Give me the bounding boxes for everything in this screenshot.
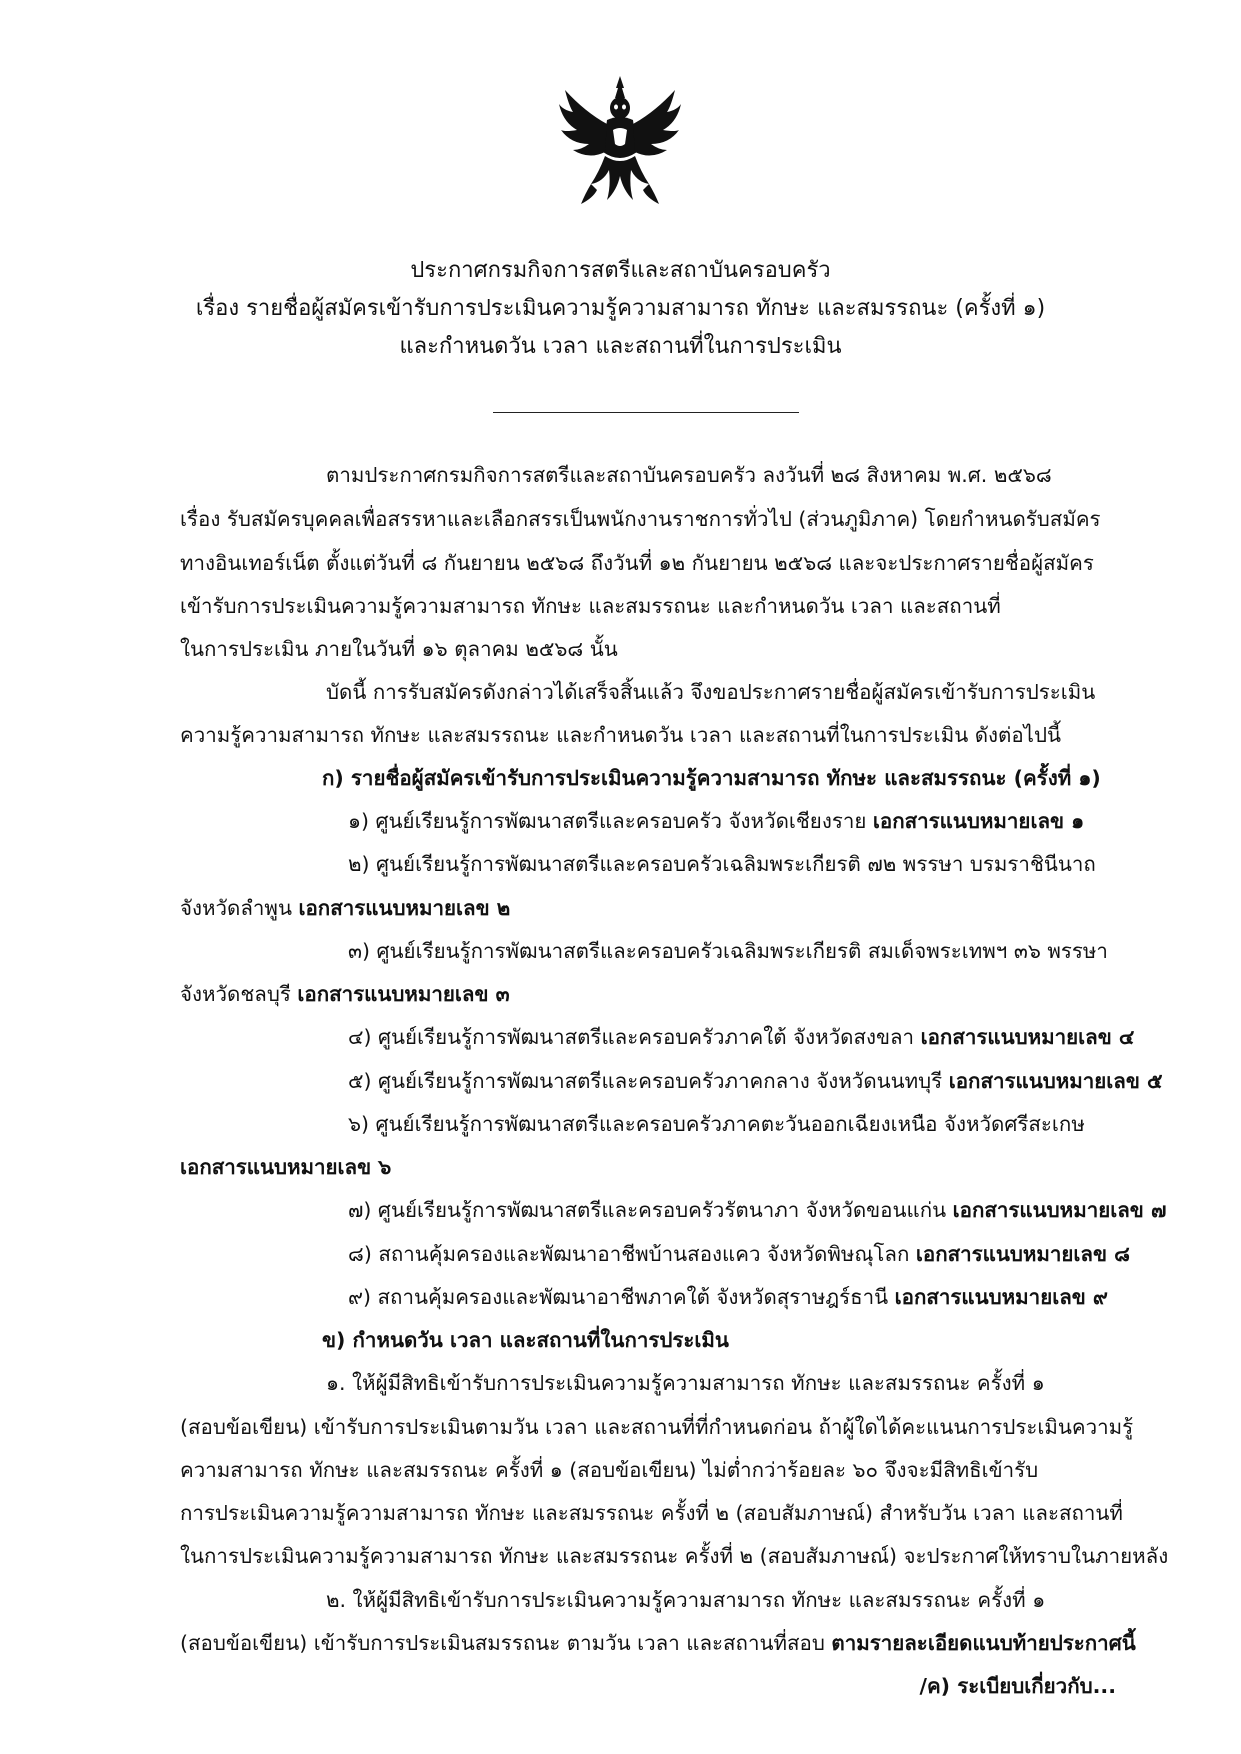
item-8-text: ๘) สถานคุ้มครองและพัฒนาอาชีพบ้านสองแคว จังหวัดพิษณุโลก — [348, 1242, 916, 1266]
list-item — [348, 1022, 1134, 1052]
item-3-province: จังหวัดชลบุรี — [180, 982, 298, 1006]
list-item — [180, 893, 510, 923]
item-1-attachment: เอกสารแนบหมายเลข ๑ — [872, 809, 1085, 833]
section-b-heading: ข) กำหนดวัน เวลา และสถานที่ในการประเมิน — [322, 1328, 729, 1352]
paragraph-1-line-4: เข้ารับการประเมินความรู้ความสามารถ ทักษะ และสมรรถนะ และกำหนดวัน เวลา และสถานที่ — [180, 594, 1001, 618]
section-b-2-attachment-note: ตามรายละเอียดแนบท้ายประกาศนี้ — [831, 1631, 1136, 1655]
item-3-attachment: เอกสารแนบหมายเลข ๓ — [297, 982, 510, 1006]
item-2-attachment: เอกสารแนบหมายเลข ๒ — [298, 896, 511, 920]
list-item — [348, 1195, 1166, 1225]
item-9-text: ๙) สถานคุ้มครองและพัฒนาอาชีพภาคใต้ จังหวัดสุราษฎร์ธานี — [348, 1285, 895, 1309]
section-b-1-line-1: ๑. ให้ผู้มีสิทธิเข้ารับการประเมินความรู้ความสามารถ ทักษะ และสมรรถนะ ครั้งที่ ๑ — [326, 1371, 1045, 1395]
list-item — [180, 979, 510, 1009]
list-item — [348, 806, 1084, 836]
list-item — [348, 1282, 1108, 1312]
list-item — [180, 1628, 1136, 1658]
paragraph-1-line-5: ในการประเมิน ภายในวันที่ ๑๖ ตุลาคม ๒๕๖๘ นั้น — [180, 637, 618, 661]
section-b-1-line-4: การประเมินความรู้ความสามารถ ทักษะ และสมรรถนะ ครั้งที่ ๒ (สอบสัมภาษณ์) สำหรับวัน เวลา และสถานที่ — [180, 1501, 1123, 1525]
item-6-attachment: เอกสารแนบหมายเลข ๖ — [180, 1155, 392, 1179]
list-item — [348, 1239, 1130, 1269]
paragraph-1-line-3: ทางอินเทอร์เน็ต ตั้งแต่วันที่ ๘ กันยายน ๒๕๖๘ ถึงวันที่ ๑๒ กันยายน ๒๕๖๘ และจะประกาศรายชื่อผู้สมัคร — [180, 551, 1094, 575]
item-5-text: ๕) ศูนย์เรียนรู้การพัฒนาสตรีและครอบครัวภาคกลาง จังหวัดนนทบุรี — [348, 1069, 949, 1093]
garuda-emblem-icon — [555, 72, 685, 212]
item-6-text: ๖) ศูนย์เรียนรู้การพัฒนาสตรีและครอบครัวภาคตะวันออกเฉียงเหนือ จังหวัดศรีสะเกษ — [348, 1112, 1085, 1136]
section-b-2-line-1: ๒. ให้ผู้มีสิทธิเข้ารับการประเมินความรู้ความสามารถ ทักษะ และสมรรถนะ ครั้งที่ ๑ — [326, 1588, 1046, 1612]
item-4-attachment: เอกสารแนบหมายเลข ๔ — [920, 1025, 1135, 1049]
item-8-attachment: เอกสารแนบหมายเลข ๘ — [915, 1242, 1130, 1266]
item-9-attachment: เอกสารแนบหมายเลข ๙ — [894, 1285, 1108, 1309]
announcement-subject-line-2: และกำหนดวัน เวลา และสถานที่ในการประเมิน — [399, 334, 842, 359]
continuation-marker: /ค) ระเบียบเกี่ยวกับ... — [919, 1674, 1116, 1698]
list-item — [348, 1066, 1163, 1096]
item-7-attachment: เอกสารแนบหมายเลข ๗ — [952, 1198, 1167, 1222]
paragraph-2-line-2: ความรู้ความสามารถ ทักษะ และสมรรถนะ และกำหนดวัน เวลา และสถานที่ในการประเมิน ดังต่อไปนี้ — [180, 723, 1062, 747]
title-divider — [493, 412, 799, 413]
item-4-text: ๔) ศูนย์เรียนรู้การพัฒนาสตรีและครอบครัวภาคใต้ จังหวัดสงขลา — [348, 1025, 921, 1049]
section-b-2-line-2: (สอบข้อเขียน) เข้ารับการประเมินสมรรถนะ ตามวัน เวลา และสถานที่สอบ — [180, 1631, 832, 1655]
paragraph-1-line-2: เรื่อง รับสมัครบุคคลเพื่อสรรหาและเลือกสรรเป็นพนักงานราชการทั่วไป (ส่วนภูมิภาค) โดยกำหนดรับสมัคร — [180, 507, 1101, 531]
announcement-title: ประกาศกรมกิจการสตรีและสถาบันครอบครัว — [410, 258, 831, 283]
section-b-1-line-2: (สอบข้อเขียน) เข้ารับการประเมินตามวัน เวลา และสถานที่ที่กำหนดก่อน ถ้าผู้ใดได้คะแนนการประเมินความรู้ — [180, 1415, 1134, 1439]
paragraph-1-line-1: ตามประกาศกรมกิจการสตรีและสถาบันครอบครัว ลงวันที่ ๒๘ สิงหาคม พ.ศ. ๒๕๖๘ — [326, 463, 1052, 487]
item-1-text: ๑) ศูนย์เรียนรู้การพัฒนาสตรีและครอบครัว จังหวัดเชียงราย — [348, 809, 873, 833]
paragraph-2-line-1: บัดนี้ การรับสมัครดังกล่าวได้เสร็จสิ้นแล้ว จึงขอประกาศรายชื่อผู้สมัครเข้ารับการประเมิน — [326, 680, 1096, 704]
item-3-text: ๓) ศูนย์เรียนรู้การพัฒนาสตรีและครอบครัวเฉลิมพระเกียรติ สมเด็จพระเทพฯ ๓๖ พรรษา — [348, 939, 1108, 963]
item-2-province: จังหวัดลำพูน — [180, 896, 299, 920]
item-2-text: ๒) ศูนย์เรียนรู้การพัฒนาสตรีและครอบครัวเฉลิมพระเกียรติ ๗๒ พรรษา บรมราชินีนาถ — [348, 852, 1096, 876]
section-b-1-line-3: ความสามารถ ทักษะ และสมรรถนะ ครั้งที่ ๑ (สอบข้อเขียน) ไม่ต่ำกว่าร้อยละ ๖๐ จึงจะมีสิทธิเข้ารับ — [180, 1458, 1039, 1482]
announcement-subject: เรื่อง รายชื่อผู้สมัครเข้ารับการประเมินความรู้ความสามารถ ทักษะ และสมรรถนะ (ครั้งที่ ๑) — [195, 296, 1046, 321]
section-b-1-line-5: ในการประเมินความรู้ความสามารถ ทักษะ และสมรรถนะ ครั้งที่ ๒ (สอบสัมภาษณ์) จะประกาศให้ทราบในภายหลัง — [180, 1544, 1169, 1568]
item-7-text: ๗) ศูนย์เรียนรู้การพัฒนาสตรีและครอบครัวรัตนาภา จังหวัดขอนแก่น — [348, 1198, 953, 1222]
section-a-heading: ก) รายชื่อผู้สมัครเข้ารับการประเมินความรู้ความสามารถ ทักษะ และสมรรถนะ (ครั้งที่ ๑) — [322, 766, 1101, 790]
item-5-attachment: เอกสารแนบหมายเลข ๕ — [948, 1069, 1163, 1093]
